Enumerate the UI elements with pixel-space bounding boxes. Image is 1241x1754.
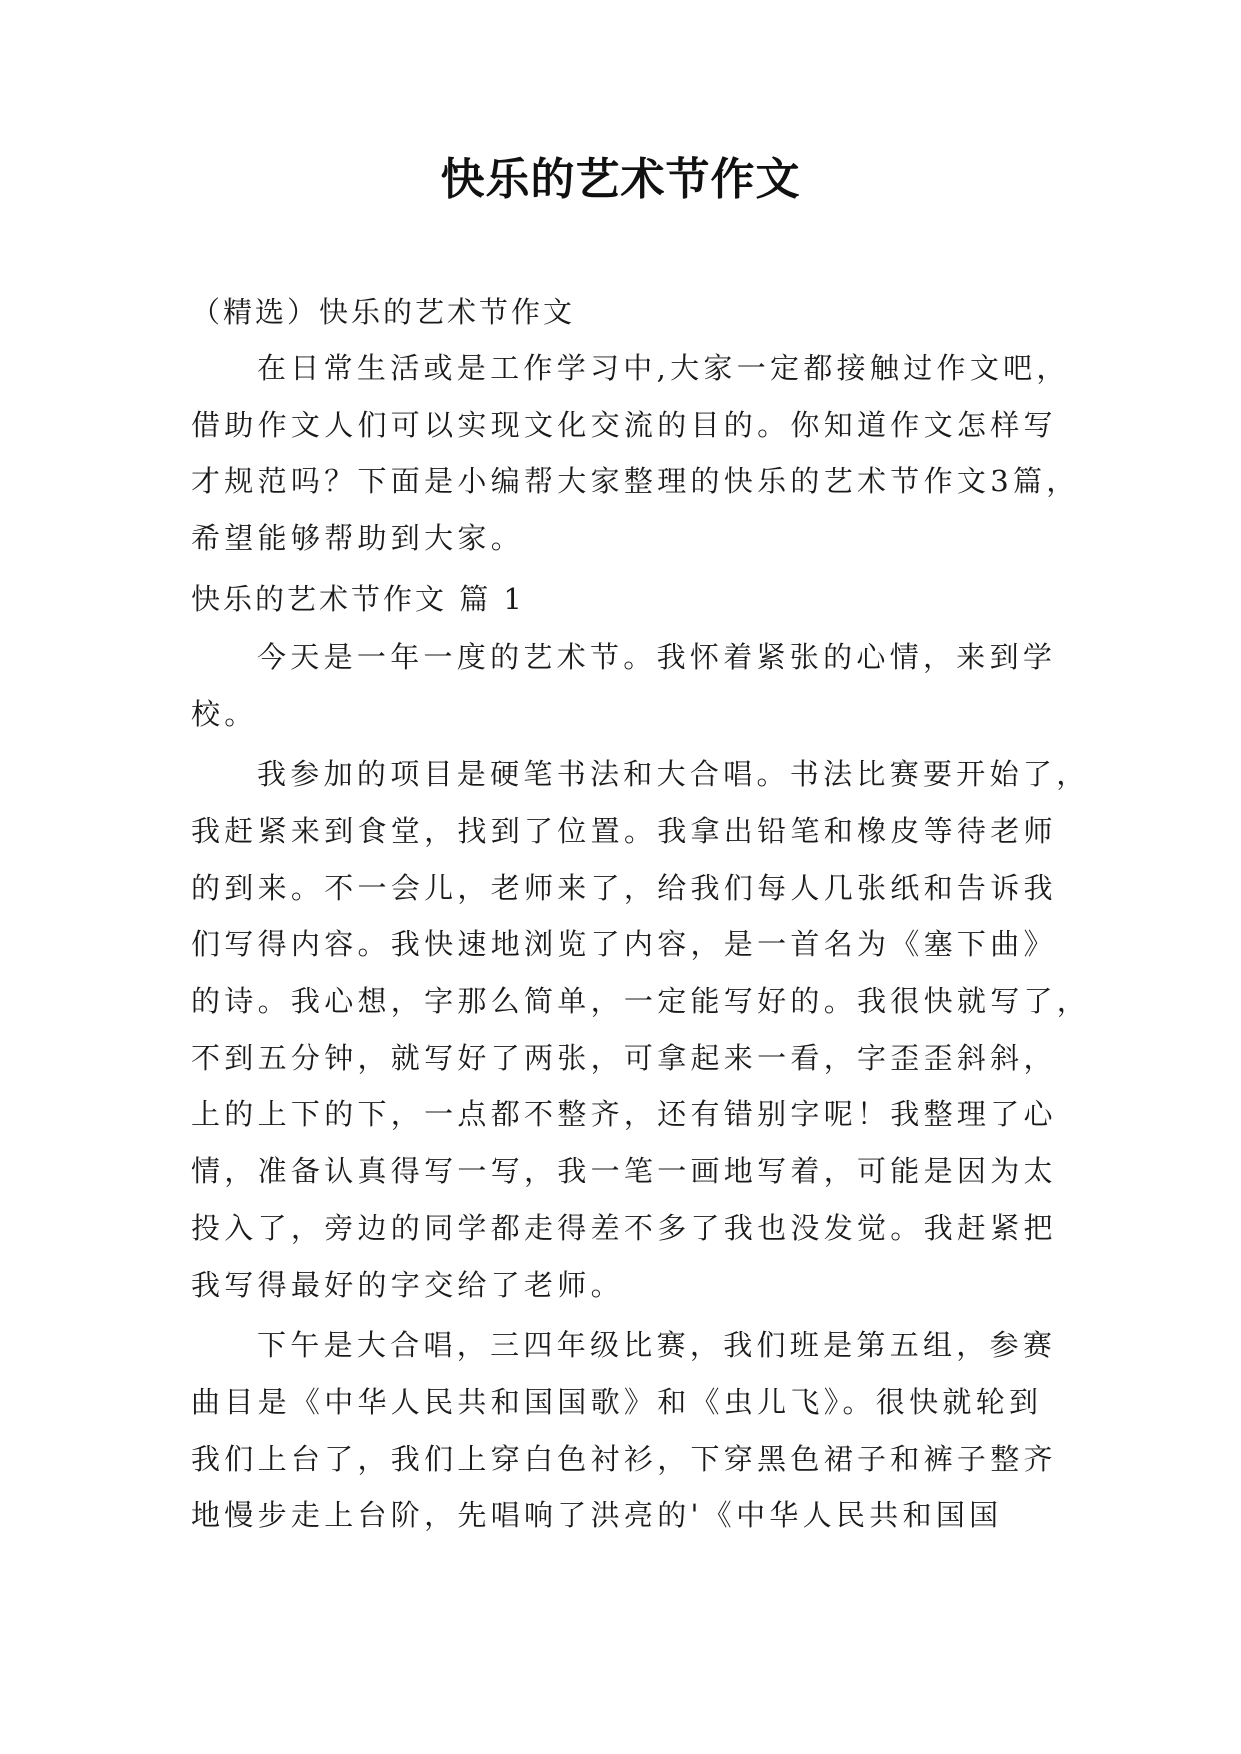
paragraph-line: 希望能够帮助到大家。 bbox=[191, 521, 525, 556]
paragraph-1 bbox=[191, 629, 1071, 742]
paragraph-line: 的到来。不一会儿，老师来了，给我们每人几张纸和告诉我 bbox=[191, 870, 1057, 905]
paragraph-line: 下午是大合唱，三四年级比赛，我们班是第五组，参赛 bbox=[257, 1328, 1057, 1363]
paragraph-2 bbox=[191, 746, 1091, 1313]
paragraph-line: 情，准备认真得写一写，我一笔一画地写着，可能是因为太 bbox=[191, 1154, 1057, 1189]
section-heading: 快乐的艺术节作文 篇 1 bbox=[191, 581, 525, 616]
paragraph-line: 在日常生活或是工作学习中,大家一定都接触过作文吧， bbox=[257, 351, 1070, 385]
paragraph-line: 投入了，旁边的同学都走得差不多了我也没发觉。我赶紧把 bbox=[191, 1210, 1057, 1245]
paragraph-line: 才规范吗？下面是小编帮大家整理的快乐的艺术节作文3篇， bbox=[191, 464, 1080, 499]
paragraph-line: 今天是一年一度的艺术节。我怀着紧张的心情，来到学 bbox=[257, 639, 1057, 674]
paragraph-line: 我们上台了，我们上穿白色衬衫，下穿黑色裙子和裤子整齐 bbox=[191, 1441, 1057, 1476]
document-body bbox=[191, 290, 1091, 1548]
paragraph-line: 的诗。我心想，字那么简单，一定能写好的。我很快就写了， bbox=[191, 984, 1091, 1019]
paragraph-line: 们写得内容。我快速地浏览了内容，是一首名为《塞下曲》 bbox=[191, 927, 1057, 962]
paragraph-line: 我参加的项目是硬笔书法和大合唱。书法比赛要开始了， bbox=[257, 757, 1090, 792]
paragraph-line: 不到五分钟，就写好了两张，可拿起来一看，字歪歪斜斜， bbox=[191, 1040, 1057, 1075]
document-title: 快乐的艺术节作文 bbox=[440, 154, 801, 205]
paragraph-line: 我赶紧来到食堂，找到了位置。我拿出铅笔和橡皮等待老师 bbox=[191, 813, 1057, 848]
intro-paragraph bbox=[191, 340, 1080, 567]
paragraph-line: 地慢步走上台阶，先唱响了洪亮的'《中华人民共和国国 bbox=[191, 1498, 1003, 1533]
document-subtitle: （精选）快乐的艺术节作文 bbox=[191, 295, 576, 329]
paragraph-line: 校。 bbox=[191, 696, 258, 731]
paragraph-line: 借助作文人们可以实现文化交流的目的。你知道作文怎样写 bbox=[191, 407, 1057, 442]
paragraph-line: 上的上下的下，一点都不整齐，还有错别字呢！我整理了心 bbox=[191, 1097, 1057, 1132]
paragraph-line: 曲目是《中华人民共和国国歌》和《虫儿飞》。很快就轮到 bbox=[191, 1384, 1043, 1419]
paragraph-line: 我写得最好的字交给了老师。 bbox=[191, 1267, 624, 1302]
paragraph-3 bbox=[191, 1317, 1071, 1544]
